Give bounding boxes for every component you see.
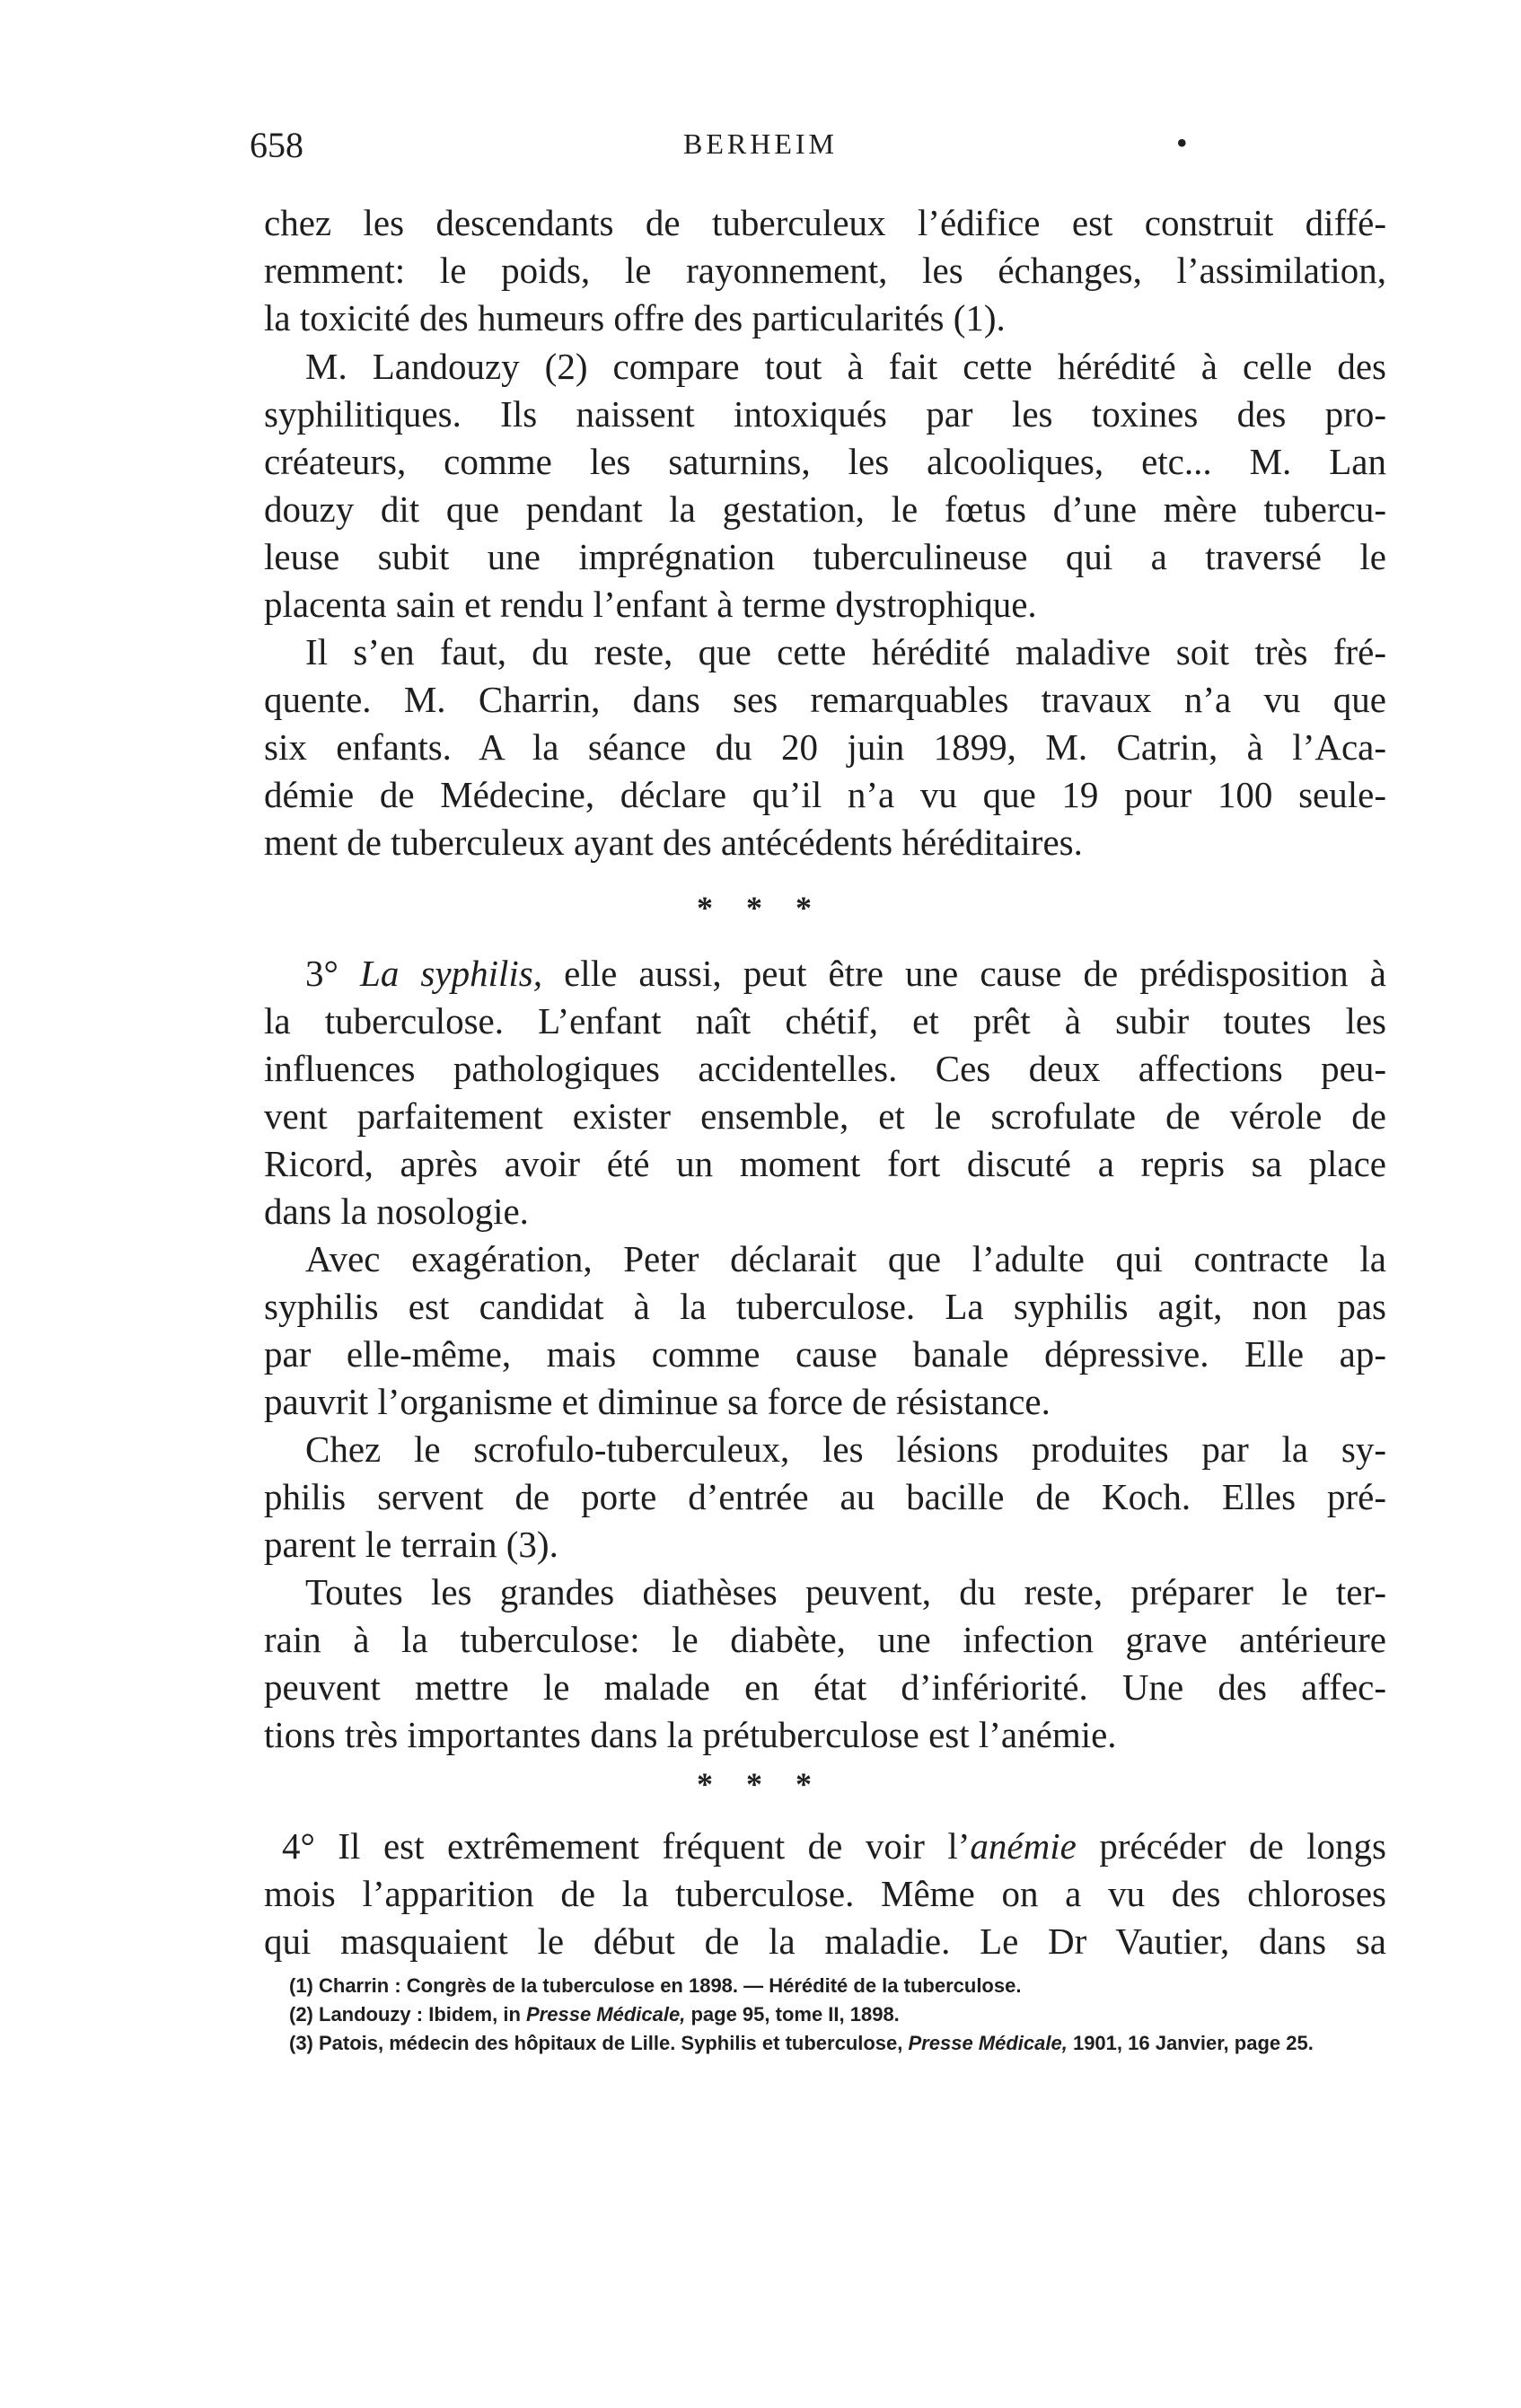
text-line: placenta sain et rendu l’enfant à terme dystrophique. <box>264 584 1037 625</box>
text-line: ment de tuberculeux ayant des antécédents héréditaires. <box>264 822 1083 863</box>
section-separator: * * * <box>697 890 824 926</box>
paragraph-frequency <box>264 628 1386 866</box>
text-line: Toutes les grandes diathèses peuvent, du reste, préparer le ter- <box>305 1571 1386 1613</box>
text-line: tions très importantes dans la prétuberculose est l’anémie. <box>264 1714 1117 1755</box>
paragraph-scrofulo <box>264 1426 1386 1569</box>
text-line: syphilitiques. Ils naissent intoxiqués par les toxines des pro- <box>264 393 1386 435</box>
text-line: M. Landouzy (2) compare tout à fait cette hérédité à celle des <box>305 346 1386 387</box>
text-line: parent le terrain (3). <box>264 1524 558 1565</box>
text-line: Chez le scrofulo-tuberculeux, les lésions produites par la sy- <box>305 1428 1386 1470</box>
text-line: syphilis est candidat à la tuberculose. La syphilis agit, non pas <box>264 1286 1386 1327</box>
text-line: démie de Médecine, déclare qu’il n’a vu que 19 pour 100 seule- <box>264 774 1386 815</box>
text-line: créateurs, comme les saturnins, les alcooliques, etc... M. Lan <box>264 441 1386 482</box>
footnote-2: (2) Landouzy : Ibidem, in Presse Médicale, page 95, tome II, 1898. <box>289 2003 900 2026</box>
italic-term: anémie <box>970 1825 1077 1867</box>
text-line: Il s’en faut, du reste, que cette hérédité maladive soit très fré- <box>305 631 1386 672</box>
paragraph-continuation <box>264 199 1386 342</box>
text-line: leuse subit une imprégnation tuberculineuse qui a traversé le <box>264 536 1386 577</box>
text-line: la toxicité des humeurs offre des particularités (1). <box>264 297 1006 338</box>
text-line: quente. M. Charrin, dans ses remarquables travaux n’a vu que <box>264 679 1386 720</box>
section-separator: * * * <box>697 1766 824 1802</box>
footnotes <box>289 1973 1395 2060</box>
footnote-3: (3) Patois, médecin des hôpitaux de Lille. Syphilis et tuberculose, Presse Médicale, 1901, 16 Janvier, page 25. <box>289 2032 1314 2054</box>
text-line: peuvent mettre le malade en état d’infériorité. Une des affec- <box>264 1666 1386 1708</box>
text-line: par elle-même, mais comme cause banale dépressive. Elle ap- <box>264 1333 1386 1375</box>
running-title: BERHEIM <box>683 127 838 160</box>
paragraph-syphilis <box>264 950 1386 1235</box>
footnote-1: (1) Charrin : Congrès de la tuberculose en 1898. — Hérédité de la tuberculose. <box>289 1974 1022 1997</box>
text-line: remment: le poids, le rayonnement, les échanges, l’assimilation, <box>264 250 1386 291</box>
text-line: pauvrit l’organisme et diminue sa force de résistance. <box>264 1381 1051 1422</box>
text-line: 3° La syphilis, elle aussi, peut être une cause de prédisposition à <box>305 953 1386 994</box>
paragraph-anemie <box>264 1823 1386 1965</box>
header-mark: • <box>1176 125 1188 161</box>
text-line: dans la nosologie. <box>264 1191 529 1232</box>
text-line: six enfants. A la séance du 20 juin 1899, M. Catrin, à l’Aca- <box>264 726 1386 768</box>
text-line: vent parfaitement exister ensemble, et le scrofulate de vérole de <box>264 1095 1386 1137</box>
text-line: rain à la tuberculose: le diabète, une infection grave antérieure <box>264 1619 1386 1660</box>
text-line: douzy dit que pendant la gestation, le fœtus d’une mère tubercu- <box>264 488 1386 530</box>
page-number: 658 <box>250 125 303 165</box>
text-line: 4° Il est extrêmement fréquent de voir l’anémie précéder de longs <box>282 1825 1386 1867</box>
paragraph-peter <box>264 1235 1386 1426</box>
italic-term: La syphilis, <box>360 953 542 994</box>
paragraph-landouzy <box>264 343 1386 628</box>
text-line: philis servent de porte d’entrée au bacille de Koch. Elles pré- <box>264 1476 1386 1517</box>
text-line: chez les descendants de tuberculeux l’édifice est construit diffé- <box>264 202 1386 243</box>
text-line: Avec exagération, Peter déclarait que l’adulte qui contracte la <box>305 1238 1386 1279</box>
text-line: la tuberculose. L’enfant naît chétif, et prêt à subir toutes les <box>264 1000 1386 1041</box>
text-line: qui masquaient le début de la maladie. Le Dr Vautier, dans sa <box>264 1920 1386 1962</box>
text-line: mois l’apparition de la tuberculose. Même on a vu des chloroses <box>264 1873 1386 1914</box>
text-line: Ricord, après avoir été un moment fort discuté a repris sa place <box>264 1143 1386 1184</box>
paragraph-diatheses <box>264 1569 1386 1759</box>
text-line: influences pathologiques accidentelles. Ces deux affections peu- <box>264 1048 1386 1089</box>
